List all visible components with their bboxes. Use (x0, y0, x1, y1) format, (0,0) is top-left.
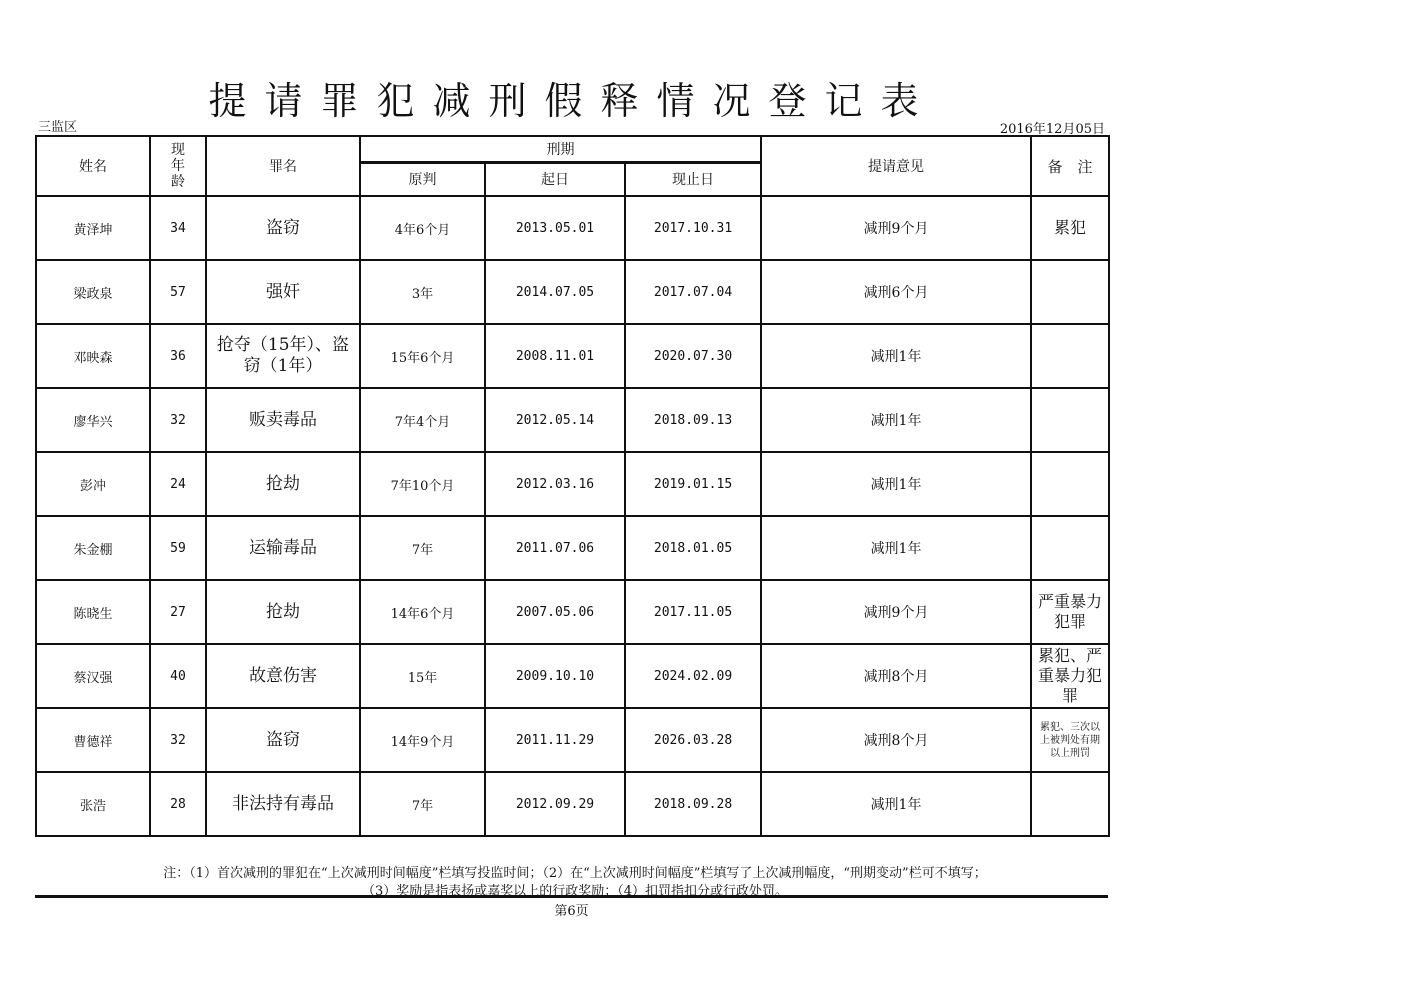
cell-crime: 贩卖毒品 (206, 388, 360, 452)
cell-opinion: 减刑6个月 (761, 260, 1031, 324)
cell-remark (1031, 388, 1109, 452)
table-row (36, 452, 1109, 516)
header-opinion: 提请意见 (761, 136, 1031, 196)
cell-age: 28 (150, 772, 206, 836)
table-row (36, 260, 1109, 324)
cell-end: 2017.10.31 (625, 196, 761, 260)
header-start: 起日 (485, 162, 625, 196)
cell-original: 14年9个月 (360, 708, 485, 772)
cell-start: 2012.03.16 (485, 452, 625, 516)
register-table (35, 135, 1110, 837)
cell-age: 34 (150, 196, 206, 260)
table-row (36, 516, 1109, 580)
cell-original: 14年6个月 (360, 580, 485, 644)
cell-age: 27 (150, 580, 206, 644)
cell-name: 梁政泉 (36, 260, 150, 324)
cell-start: 2012.05.14 (485, 388, 625, 452)
cell-crime: 抢劫 (206, 580, 360, 644)
cell-crime: 运输毒品 (206, 516, 360, 580)
cell-age: 40 (150, 644, 206, 708)
cell-crime: 盗窃 (206, 708, 360, 772)
cell-original: 15年6个月 (360, 324, 485, 388)
table-row (36, 772, 1109, 836)
cell-remark: 累犯、严重暴力犯罪 (1031, 644, 1109, 708)
cell-opinion: 减刑1年 (761, 452, 1031, 516)
cell-start: 2009.10.10 (485, 644, 625, 708)
cell-original: 7年 (360, 772, 485, 836)
table-row (36, 196, 1109, 260)
cell-start: 2011.07.06 (485, 516, 625, 580)
cell-name: 张浩 (36, 772, 150, 836)
header-remark: 备 注 (1031, 136, 1109, 196)
cell-start: 2011.11.29 (485, 708, 625, 772)
cell-remark (1031, 772, 1109, 836)
cell-end: 2026.03.28 (625, 708, 761, 772)
cell-name: 邓映森 (36, 324, 150, 388)
cell-remark (1031, 324, 1109, 388)
cell-opinion: 减刑1年 (761, 388, 1031, 452)
cell-opinion: 减刑1年 (761, 324, 1031, 388)
cell-opinion: 减刑8个月 (761, 644, 1031, 708)
cell-crime: 抢劫 (206, 452, 360, 516)
cell-start: 2013.05.01 (485, 196, 625, 260)
form-date: 2016年12月05日 (999, 122, 1105, 137)
cell-age: 57 (150, 260, 206, 324)
header-original: 原判 (360, 162, 485, 196)
cell-end: 2017.07.04 (625, 260, 761, 324)
cell-opinion: 减刑1年 (761, 516, 1031, 580)
table-row (36, 580, 1109, 644)
cell-crime: 非法持有毒品 (206, 772, 360, 836)
cell-age: 59 (150, 516, 206, 580)
cell-start: 2007.05.06 (485, 580, 625, 644)
cell-remark (1031, 516, 1109, 580)
cell-name: 蔡汉强 (36, 644, 150, 708)
cell-original: 3年 (360, 260, 485, 324)
table-row (36, 324, 1109, 388)
cell-opinion: 减刑1年 (761, 772, 1031, 836)
cell-crime: 强奸 (206, 260, 360, 324)
header-age: 现年龄 (150, 136, 206, 196)
cell-end: 2017.11.05 (625, 580, 761, 644)
cell-end: 2018.09.28 (625, 772, 761, 836)
cell-crime: 故意伤害 (206, 644, 360, 708)
cell-end: 2020.07.30 (625, 324, 761, 388)
bottom-rule (35, 895, 1108, 898)
cell-start: 2012.09.29 (485, 772, 625, 836)
cell-original: 7年 (360, 516, 485, 580)
header-crime: 罪名 (206, 136, 360, 196)
cell-name: 陈晓生 (36, 580, 150, 644)
cell-remark: 累犯、三次以上被判处有期以上刑罚 (1031, 708, 1109, 772)
cell-remark (1031, 260, 1109, 324)
cell-opinion: 减刑8个月 (761, 708, 1031, 772)
page-number: 第6页 (554, 904, 589, 919)
cell-name: 廖华兴 (36, 388, 150, 452)
district-label: 三监区 (38, 120, 78, 135)
table-row (36, 644, 1109, 708)
cell-start: 2008.11.01 (485, 324, 625, 388)
cell-name: 曹德祥 (36, 708, 150, 772)
cell-remark: 严重暴力犯罪 (1031, 580, 1109, 644)
cell-original: 15年 (360, 644, 485, 708)
cell-original: 4年6个月 (360, 196, 485, 260)
cell-crime: 抢夺（15年）、盗窃（1年） (206, 324, 360, 388)
footnote-line-2: （3）奖励是指表扬或嘉奖以上的行政奖励；（4）扣罚指扣分或行政处罚。 (361, 884, 789, 899)
cell-age: 32 (150, 708, 206, 772)
header-end: 现止日 (625, 162, 761, 196)
cell-age: 32 (150, 388, 206, 452)
cell-end: 2018.01.05 (625, 516, 761, 580)
header-sentence-group: 刑期 (360, 136, 761, 162)
cell-opinion: 减刑9个月 (761, 196, 1031, 260)
table-row (36, 388, 1109, 452)
cell-age: 36 (150, 324, 206, 388)
cell-opinion: 减刑9个月 (761, 580, 1031, 644)
cell-start: 2014.07.05 (485, 260, 625, 324)
cell-original: 7年10个月 (360, 452, 485, 516)
cell-age: 24 (150, 452, 206, 516)
cell-remark: 累犯 (1031, 196, 1109, 260)
cell-end: 2018.09.13 (625, 388, 761, 452)
cell-crime: 盗窃 (206, 196, 360, 260)
table-row (36, 708, 1109, 772)
cell-end: 2024.02.09 (625, 644, 761, 708)
cell-remark (1031, 452, 1109, 516)
cell-name: 黄泽坤 (36, 196, 150, 260)
cell-end: 2019.01.15 (625, 452, 761, 516)
cell-name: 彭冲 (36, 452, 150, 516)
cell-original: 7年4个月 (360, 388, 485, 452)
cell-name: 朱金棚 (36, 516, 150, 580)
footnote-line-1: 注：（1）首次减刑的罪犯在“上次减刑时间幅度”栏填写投监时间；（2）在“上次减刑时间幅度”栏填写了上次减刑幅度，“刑期变动”栏可不填写； (163, 866, 987, 881)
form-title: 提请罪犯减刑假释情况登记表 (208, 79, 937, 123)
header-name: 姓名 (36, 136, 150, 196)
